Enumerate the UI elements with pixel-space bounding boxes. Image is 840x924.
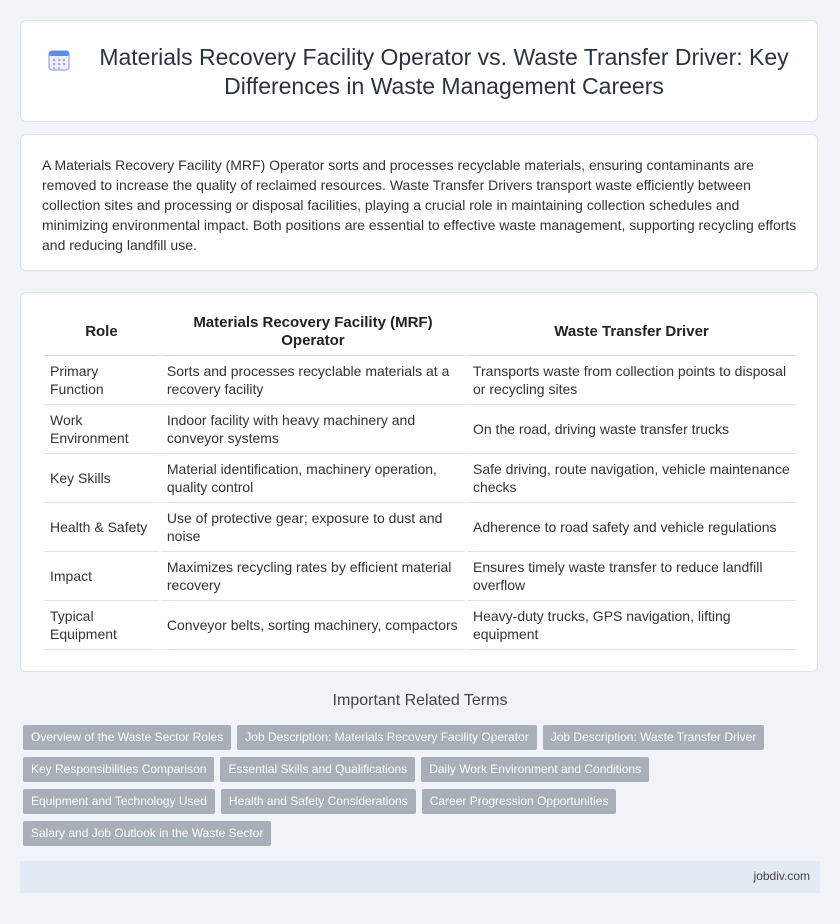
mrf-cell: Use of protective gear; exposure to dust and noise [161, 503, 465, 552]
header-mrf-operator: Materials Recovery Facility (MRF) Operator [161, 309, 465, 356]
driver-cell: On the road, driving waste transfer trucks [467, 405, 796, 454]
mrf-cell: Maximizes recycling rates by efficient material recovery [161, 552, 465, 601]
calendar-icon [48, 49, 70, 71]
row-label: Health & Safety [44, 503, 159, 552]
related-term-tag[interactable]: Key Responsibilities Comparison [23, 757, 214, 782]
related-term-tag[interactable]: Career Progression Opportunities [422, 789, 617, 814]
table-row [44, 454, 796, 503]
related-terms-title: Important Related Terms [332, 692, 508, 709]
related-term-tag[interactable]: Job Description: Waste Transfer Driver [543, 725, 765, 750]
table-header-row [44, 309, 796, 356]
related-term-tag[interactable]: Job Description: Materials Recovery Facility Operator [237, 725, 536, 750]
row-label: Primary Function [44, 356, 159, 405]
driver-cell: Safe driving, route navigation, vehicle maintenance checks [467, 454, 796, 503]
related-term-tag[interactable]: Daily Work Environment and Conditions [421, 757, 649, 782]
row-label: Impact [44, 552, 159, 601]
page-title: Materials Recovery Facility Operator vs. Waste Transfer Driver: Key Differences in Waste Management Careers [99, 44, 789, 99]
footer [20, 861, 820, 893]
header-waste-transfer-driver: Waste Transfer Driver [467, 309, 796, 356]
footer-site-link[interactable]: jobdiv.com [753, 869, 810, 883]
table-row [44, 405, 796, 454]
row-label: Key Skills [44, 454, 159, 503]
driver-cell: Ensures timely waste transfer to reduce landfill overflow [467, 552, 796, 601]
mrf-cell: Indoor facility with heavy machinery and conveyor systems [161, 405, 465, 454]
table-row [44, 601, 796, 650]
related-term-tag[interactable]: Salary and Job Outlook in the Waste Sector [23, 821, 271, 846]
table-row [44, 503, 796, 552]
comparison-table [42, 309, 798, 650]
related-term-tag[interactable]: Overview of the Waste Sector Roles [23, 725, 231, 750]
table-row [44, 356, 796, 405]
driver-cell: Heavy-duty trucks, GPS navigation, lifting equipment [467, 601, 796, 650]
mrf-cell: Conveyor belts, sorting machinery, compactors [161, 601, 465, 650]
mrf-cell: Sorts and processes recyclable materials at a recovery facility [161, 356, 465, 405]
driver-cell: Adherence to road safety and vehicle regulations [467, 503, 796, 552]
title-card [20, 20, 818, 122]
related-terms-list [23, 725, 813, 853]
row-label: Work Environment [44, 405, 159, 454]
related-term-tag[interactable]: Equipment and Technology Used [23, 789, 215, 814]
header-role: Role [44, 309, 159, 356]
row-label: Typical Equipment [44, 601, 159, 650]
related-term-tag[interactable]: Essential Skills and Qualifications [220, 757, 415, 782]
table-row [44, 552, 796, 601]
driver-cell: Transports waste from collection points to disposal or recycling sites [467, 356, 796, 405]
comparison-card [20, 292, 818, 672]
mrf-cell: Material identification, machinery operation, quality control [161, 454, 465, 503]
related-term-tag[interactable]: Health and Safety Considerations [221, 789, 416, 814]
intro-card [20, 134, 818, 271]
intro-paragraph: A Materials Recovery Facility (MRF) Operator sorts and processes recyclable materials, ensuring contaminants are removed to increase the quality of reclaimed resources. Waste Transfer Drivers transport waste efficiently between collection sites and processing or disposal facilities, playing a crucial role in maintaining collection schedules and minimizing environmental impact. Both positions are essential to effective waste management, supporting recycling efforts and reducing landfill use. [42, 157, 797, 253]
